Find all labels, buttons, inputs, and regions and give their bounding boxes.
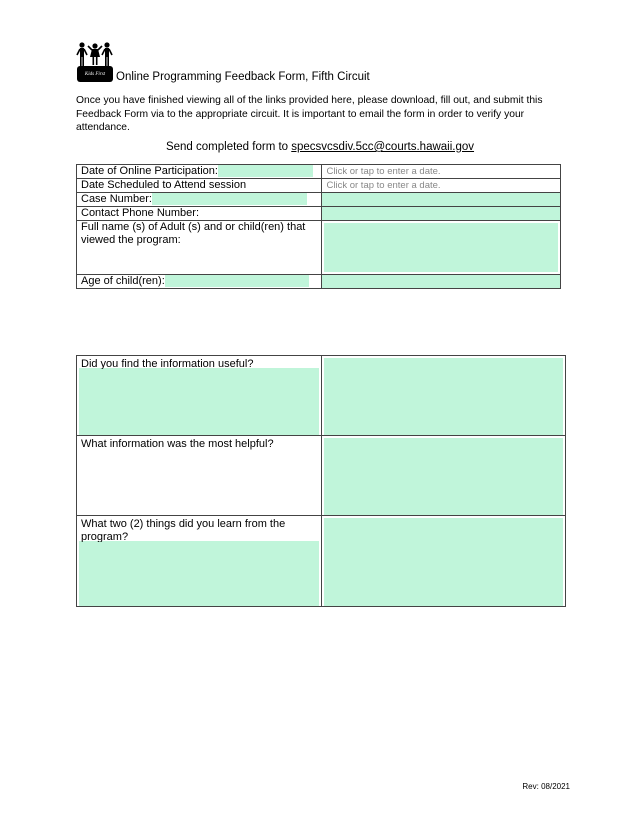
age-label-cell (77, 275, 322, 289)
send-instructions (0, 141, 640, 153)
intro-paragraph: Once you have finished viewing all of the links provided here, please download, fill out, and submit this Feedback Form via to the appropriate circuit. It is important to email the form in order to verify your attendance. (76, 95, 543, 133)
table-row (77, 165, 561, 179)
date-scheduled-label-cell (77, 179, 322, 193)
question-1-text: Did you find the information useful? (81, 358, 254, 369)
date-scheduled-label: Date Scheduled to Attend session (81, 179, 247, 191)
question-3-text: What two (2) things did you learn from the program? (81, 518, 286, 542)
answer-2-input[interactable] (324, 438, 564, 515)
table-row (77, 516, 566, 607)
full-name-field[interactable] (321, 221, 561, 275)
date-scheduled-field[interactable] (321, 179, 561, 193)
date-scheduled-placeholder: Click or tap to enter a date. (326, 180, 441, 191)
table-row (77, 221, 561, 275)
email-link[interactable]: specsvcsdiv.5cc@courts.hawaii.gov (291, 141, 475, 153)
answer-2-cell[interactable] (321, 436, 566, 516)
participant-info-table (76, 164, 561, 289)
date-participation-label-cell (77, 165, 322, 179)
table-row (77, 436, 566, 516)
table-row (77, 356, 566, 436)
table-row (77, 275, 561, 289)
table-row (77, 193, 561, 207)
case-number-label-fill[interactable] (152, 193, 307, 205)
case-number-field[interactable] (321, 193, 561, 207)
answer-1-input[interactable] (324, 358, 564, 435)
question-2-text: What information was the most helpful? (81, 438, 274, 450)
date-participation-label-fill[interactable] (218, 165, 313, 177)
full-name-label-cell (77, 221, 322, 275)
date-participation-label: Date of Online Participation: (81, 165, 218, 177)
date-participation-field[interactable] (321, 165, 561, 179)
answer-1-cell[interactable] (321, 356, 566, 436)
date-participation-placeholder: Click or tap to enter a date. (326, 166, 441, 177)
table-row (77, 207, 561, 221)
contact-phone-label: Contact Phone Number: (81, 207, 200, 219)
full-name-label: Full name (s) of Adult (s) and or child(ren) that viewed the program: (81, 221, 306, 246)
question-1-label-fill[interactable] (79, 368, 319, 435)
revision-date: Rev: 08/2021 (522, 782, 570, 791)
answer-3-input[interactable] (324, 518, 564, 606)
table-row (77, 179, 561, 193)
case-number-label-cell (77, 193, 322, 207)
answer-3-cell[interactable] (321, 516, 566, 607)
feedback-questions-table (76, 355, 566, 607)
form-title: Online Programming Feedback Form, Fifth Circuit (116, 71, 370, 83)
contact-phone-field[interactable] (321, 207, 561, 221)
logo-text: Kids First (84, 72, 106, 77)
full-name-input-box[interactable] (324, 223, 559, 272)
contact-phone-label-cell (77, 207, 322, 221)
age-label-fill[interactable] (165, 275, 309, 287)
question-3-label-fill[interactable] (79, 541, 319, 606)
age-label: Age of child(ren): (81, 275, 165, 287)
question-3-cell (77, 516, 322, 607)
question-1-cell (77, 356, 322, 436)
question-2-cell (77, 436, 322, 516)
age-field[interactable] (321, 275, 561, 289)
case-number-label: Case Number: (81, 193, 152, 205)
send-prefix: Send completed form to (165, 141, 292, 153)
kids-first-logo (76, 42, 114, 82)
